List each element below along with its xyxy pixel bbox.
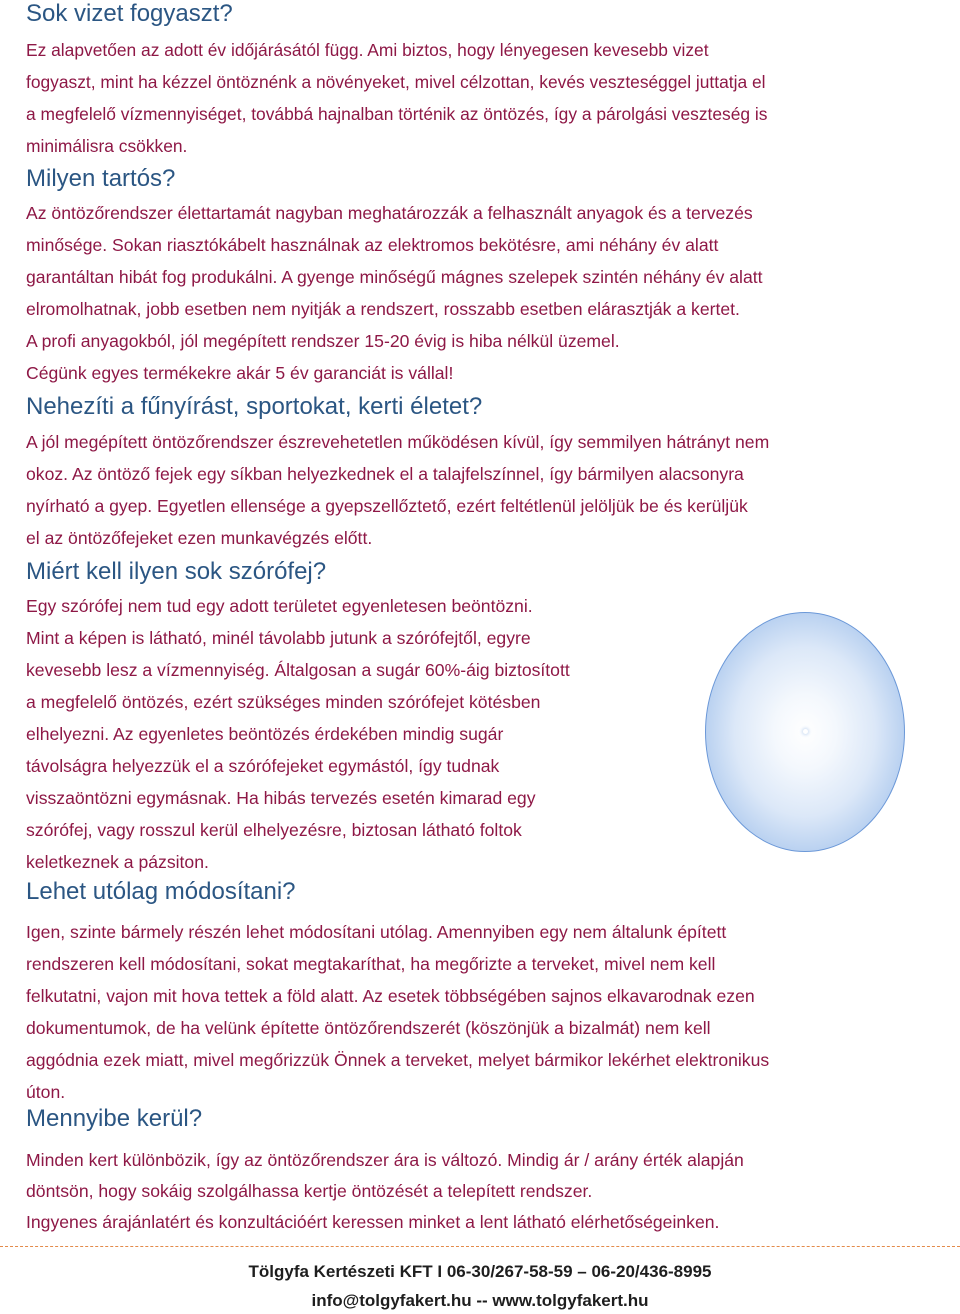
- text-line: minimálisra csökken.: [26, 136, 188, 156]
- text-line: a megfelelő öntözés, ezért szükséges minden szórófejet kötésben: [26, 692, 541, 712]
- section-title-durability: Milyen tartós?: [26, 165, 176, 192]
- section-title-price: Mennyibe kerül?: [26, 1105, 203, 1132]
- text-line: minősége. Sokan riasztókábelt használnak az elektromos bekötésre, ami néhány év alatt: [26, 235, 719, 255]
- text-line: visszaöntözni egymásnak. Ha hibás tervezés esetén kimarad egy: [26, 788, 536, 808]
- text-line: Cégünk egyes termékekre akár 5 év garanciát is vállal!: [26, 363, 454, 383]
- section-title-modification: Lehet utólag módosítani?: [26, 878, 296, 905]
- footer-company-phone: Tölgyfa Kertészeti KFT I 06-30/267-58-59 – 06-20/436-8995: [248, 1262, 712, 1281]
- text-line: a megfelelő vízmennyiséget, továbbá hajnalban történik az öntözés, így a párolgási veszteség is: [26, 104, 768, 124]
- paragraph-water-usage: [26, 34, 767, 162]
- text-line: A jól megépített öntözőrendszer észrevehetetlen működésen kívül, így semmilyen hátrányt nem: [26, 432, 770, 452]
- section-title-sprinkler-count: Miért kell ilyen sok szórófej?: [26, 558, 327, 585]
- section-title-lawn-life: Nehezíti a fűnyírást, sportokat, kerti életet?: [26, 393, 483, 420]
- text-line: döntsön, hogy sokáig szolgálhassa kertje öntözését a telepített rendszer.: [26, 1181, 593, 1201]
- text-line: Az öntözőrendszer élettartamát nagyban meghatározzák a felhasznált anyagok és a tervezés: [26, 203, 753, 223]
- paragraph-price: [26, 1145, 744, 1238]
- paragraph-sprinkler-count: [26, 590, 570, 878]
- text-line: keletkeznek a pázsiton.: [26, 852, 209, 872]
- paragraph-durability: [26, 197, 763, 389]
- text-line: Mint a képen is látható, minél távolabb jutunk a szórófejtől, egyre: [26, 628, 531, 648]
- footer-contact-links[interactable]: info@tolgyfakert.hu -- www.tolgyfakert.hu: [311, 1291, 649, 1310]
- paragraph-lawn-life: [26, 426, 769, 554]
- text-line: rendszeren kell módosítani, sokat megtakaríthat, ha megőrizte a terveket, mivel nem kell: [26, 954, 716, 974]
- sprinkler-coverage-diagram: [705, 612, 905, 852]
- text-line: szórófej, vagy rosszul kerül elhelyezésre, biztosan látható foltok: [26, 820, 522, 840]
- text-line: A profi anyagokból, jól megépített rendszer 15-20 évig is hiba nélkül üzemel.: [26, 331, 620, 351]
- text-line: Igen, szinte bármely részén lehet módosítani utólag. Amennyiben egy nem általunk épített: [26, 922, 727, 942]
- text-line: távolságra helyezzük el a szórófejeket egymástól, így tudnak: [26, 756, 500, 776]
- text-line: el az öntözőfejeket ezen munkavégzés előtt.: [26, 528, 373, 548]
- text-line: Egy szórófej nem tud egy adott területet egyenletesen beöntözni.: [26, 596, 533, 616]
- text-line: fogyaszt, mint ha kézzel öntöznénk a növényeket, mivel célzottan, kevés veszteséggel juttatja el: [26, 72, 766, 92]
- text-line: felkutatni, vajon mit hova tettek a föld alatt. Az esetek többségében sajnos elkavarodnak ezen: [26, 986, 755, 1006]
- text-line: Minden kert különbözik, így az öntözőrendszer ára is változó. Mindig ár / arány érték alapján: [26, 1150, 744, 1170]
- text-line: elromolhatnak, jobb esetben nem nyitják a rendszert, rosszabb esetben elárasztják a kertet.: [26, 299, 740, 319]
- text-line: aggódnia ezek miatt, mivel megőrizzük Önnek a terveket, melyet bármikor lekérhet elektronikus: [26, 1050, 770, 1070]
- section-title-water-usage: Sok vizet fogyaszt?: [26, 0, 233, 27]
- text-line: nyírható a gyep. Egyetlen ellensége a gyepszellőztető, ezért feltétlenül jelöljük be és kerüljük: [26, 496, 748, 516]
- paragraph-modification: [26, 916, 769, 1108]
- text-line: Ingyenes árajánlatért és konzultációért keressen minket a lent látható elérhetőségeinken.: [26, 1212, 720, 1232]
- text-line: úton.: [26, 1082, 66, 1102]
- text-line: garantáltan hibát fog produkálni. A gyenge minőségű mágnes szelepek szintén néhány év alatt: [26, 267, 763, 287]
- text-line: dokumentumok, de ha velünk építette öntözőrendszerét (köszönjük a bizalmát) nem kell: [26, 1018, 711, 1038]
- sprinkler-head-dot: [803, 729, 808, 734]
- text-line: Ez alapvetően az adott év időjárásától függ. Ami biztos, hogy lényegesen kevesebb vizet: [26, 40, 709, 60]
- footer-divider: [0, 1246, 960, 1247]
- text-line: kevesebb lesz a vízmennyiség. Általgosan a sugár 60%-áig biztosított: [26, 660, 570, 680]
- text-line: elhelyezni. Az egyenletes beöntözés érdekében mindig sugár: [26, 724, 504, 744]
- text-line: okoz. Az öntöző fejek egy síkban helyezkednek el a talajfelszínnel, így bármilyen alacsonyra: [26, 464, 744, 484]
